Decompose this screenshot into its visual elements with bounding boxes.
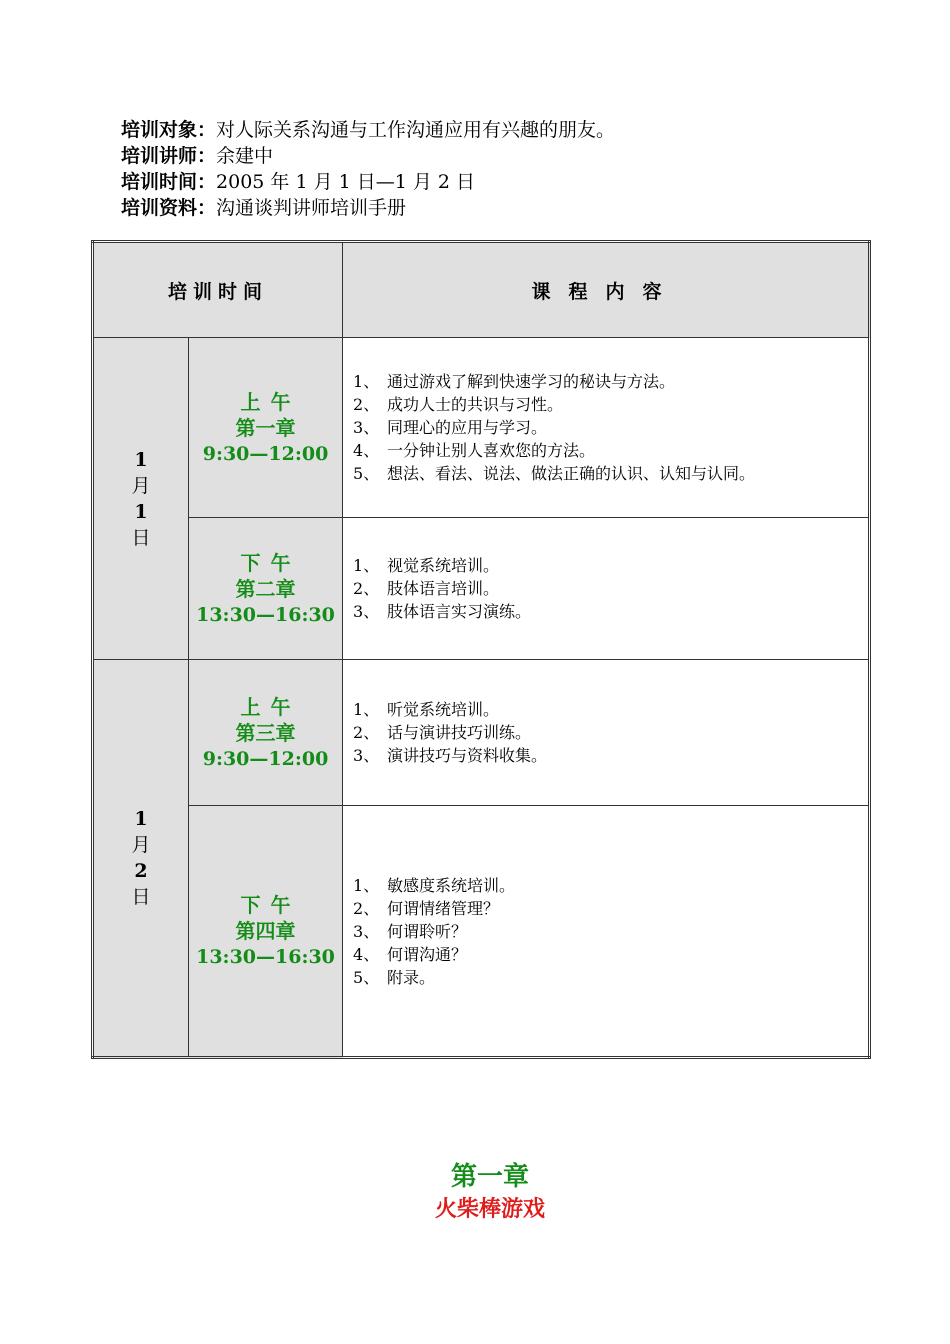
- header-course-content: 课程内容: [343, 242, 870, 338]
- table-row: [93, 338, 870, 518]
- info-key: 培训对象：: [121, 119, 217, 141]
- training-info: [121, 117, 615, 221]
- session-period: 上午: [240, 389, 301, 414]
- info-row-time: [121, 169, 615, 195]
- content-item: 4、 何谓沟通？: [353, 944, 468, 964]
- info-value: 2005 年 1 月 1 日—1 月 2 日: [216, 171, 476, 193]
- session-content: [343, 806, 870, 1058]
- session-time: 13:30—16:30: [196, 603, 335, 626]
- session-time: 9:30—12:00: [202, 747, 329, 770]
- day-cell-2: 1 月 2 日: [93, 660, 189, 1058]
- info-value: 沟通谈判讲师培训手册: [216, 197, 407, 219]
- info-key: 培训资料：: [121, 197, 217, 219]
- content-item: 3、 何谓聆听？: [353, 921, 468, 941]
- content-item: 5、 附录。: [353, 967, 436, 987]
- table-row: [93, 660, 870, 806]
- content-item: 1、 听觉系统培训。: [353, 700, 500, 719]
- session-slot: [189, 338, 343, 518]
- session-time: 13:30—16:30: [196, 946, 335, 968]
- day-cell-1: 1 月 1 日: [93, 338, 189, 660]
- session-slot: [189, 806, 343, 1058]
- info-key: 培训时间：: [121, 171, 217, 193]
- info-row-material: [121, 195, 615, 221]
- info-row-target: [121, 117, 615, 143]
- info-row-lecturer: [121, 143, 615, 169]
- session-time: 9:30—12:00: [202, 442, 329, 465]
- session-chapter: 第三章: [235, 720, 296, 745]
- info-key: 培训讲师：: [121, 145, 217, 167]
- content-item: 2、 肢体语言培训。: [353, 579, 500, 598]
- header-training-time: 培训时间: [93, 242, 343, 338]
- content-item: 3、 同理心的应用与学习。: [353, 418, 548, 437]
- content-item: 1、 视觉系统培训。: [353, 556, 500, 575]
- session-slot: [189, 518, 343, 660]
- session-period: 上午: [240, 694, 301, 719]
- session-chapter: 第一章: [235, 415, 296, 440]
- content-item: 1、 敏感度系统培训。: [353, 875, 516, 895]
- content-item: 4、 一分钟让别人喜欢您的方法。: [353, 441, 596, 460]
- session-content: [343, 338, 870, 518]
- content-item: 3、 演讲技巧与资料收集。: [353, 746, 548, 765]
- content-item: 2、 话与演讲技巧训练。: [353, 723, 532, 742]
- schedule-table: [91, 240, 871, 1059]
- chapter-heading: 第一章: [450, 1162, 529, 1192]
- info-value: 对人际关系沟通与工作沟通应用有兴趣的朋友。: [216, 119, 616, 141]
- info-value: 余建中: [216, 145, 274, 167]
- session-content: [343, 518, 870, 660]
- session-period: 下午: [240, 550, 301, 575]
- table-row: [93, 806, 870, 1058]
- table-header-row: [93, 242, 870, 338]
- content-item: 5、 想法、看法、说法、做法正确的认识、认知与认同。: [353, 464, 756, 483]
- content-item: 2、 成功人士的共识与习性。: [353, 395, 564, 414]
- session-period: 下午: [240, 893, 301, 917]
- content-item: 3、 肢体语言实习演练。: [353, 602, 532, 621]
- session-content: [343, 660, 870, 806]
- content-item: 1、 通过游戏了解到快速学习的秘诀与方法。: [353, 372, 676, 391]
- session-chapter: 第二章: [235, 576, 296, 601]
- session-chapter: 第四章: [235, 919, 296, 943]
- session-slot: [189, 660, 343, 806]
- chapter-title: 火柴棒游戏: [434, 1196, 545, 1222]
- content-item: 2、 何谓情绪管理？: [353, 898, 500, 918]
- table-row: [93, 518, 870, 660]
